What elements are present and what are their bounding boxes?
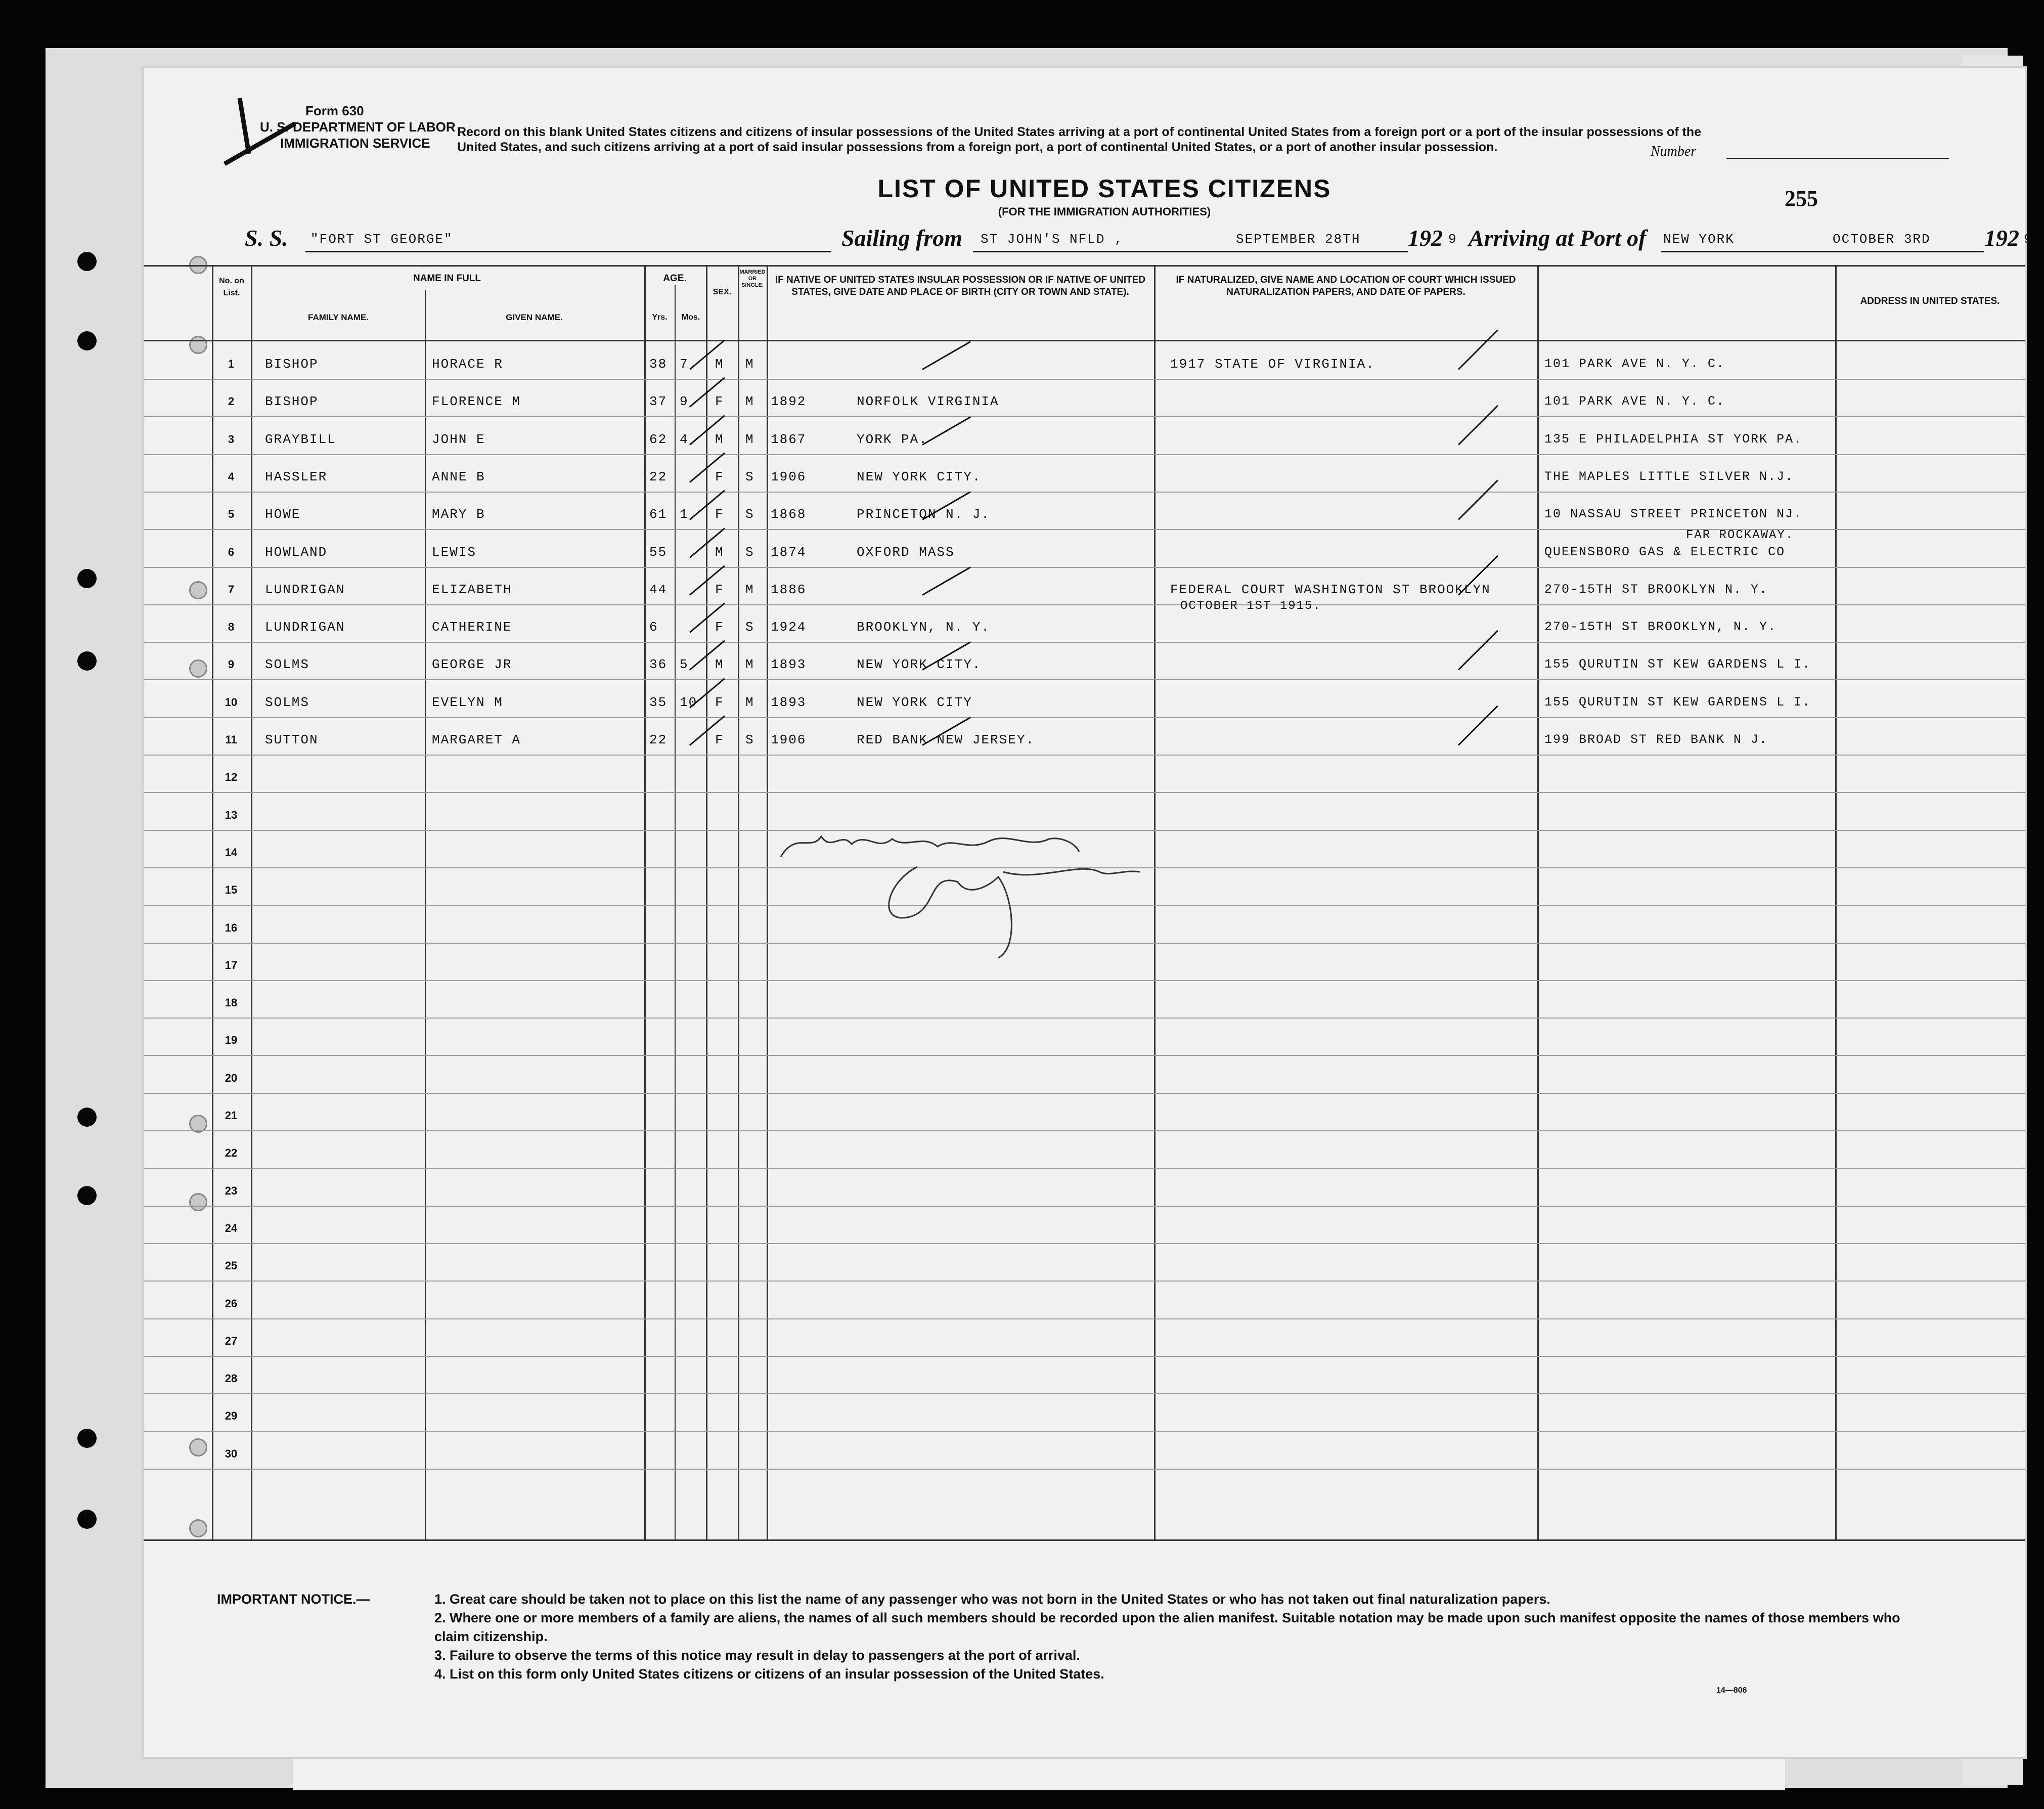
row-number: 4 bbox=[228, 470, 235, 483]
cell-ms: S bbox=[745, 620, 754, 635]
row-number: 17 bbox=[225, 958, 238, 972]
cell-sex: F bbox=[715, 394, 724, 410]
cell-birth-place: OXFORD MASS bbox=[857, 544, 955, 560]
cell-naturalized: FEDERAL COURT WASHINGTON ST BROOKLYN bbox=[1170, 582, 1491, 597]
check-mark-icon bbox=[922, 416, 971, 446]
row-number: 9 bbox=[228, 658, 235, 671]
cell-naturalized: 1917 STATE OF VIRGINIA. bbox=[1170, 357, 1375, 372]
cell-family: SUTTON bbox=[265, 732, 319, 747]
row-number: 18 bbox=[225, 996, 238, 1009]
row-number: 19 bbox=[225, 1034, 238, 1047]
cell-given: MARY B bbox=[432, 507, 485, 522]
cell-yrs: 44 bbox=[649, 582, 668, 597]
arrival-year: 192 bbox=[1984, 225, 2019, 251]
row-number: 25 bbox=[225, 1259, 238, 1272]
ship-name: "FORT ST GEORGE" bbox=[310, 232, 453, 247]
sailing-year: 192 bbox=[1408, 225, 1443, 251]
check-mark-icon bbox=[1458, 630, 1498, 671]
notice-heading: IMPORTANT NOTICE.— bbox=[217, 1592, 370, 1607]
cell-family: LUNDRIGAN bbox=[265, 582, 345, 597]
cell-given: LEWIS bbox=[432, 544, 477, 560]
cell-birth-year: 1886 bbox=[771, 582, 807, 597]
cell-address: THE MAPLES LITTLE SILVER N.J. bbox=[1544, 469, 1794, 484]
row-number: 3 bbox=[228, 432, 235, 446]
cell-sex: F bbox=[715, 620, 724, 635]
form-code: 14—806 bbox=[1716, 1686, 1747, 1695]
row-number: 27 bbox=[225, 1334, 238, 1347]
cell-sex: M bbox=[715, 544, 724, 560]
cell-family: LUNDRIGAN bbox=[265, 620, 345, 635]
cell-family: GRAYBILL bbox=[265, 431, 336, 447]
cell-family: SOLMS bbox=[265, 694, 310, 710]
cell-sex: M bbox=[715, 657, 724, 673]
check-mark-icon bbox=[922, 566, 971, 596]
cell-given: JOHN E bbox=[432, 431, 485, 447]
cell-address: 101 PARK AVE N. Y. C. bbox=[1544, 357, 1725, 371]
arrival-port: NEW YORK bbox=[1663, 232, 1735, 247]
cell-given: ANNE B bbox=[432, 469, 485, 484]
department-name: U. S. DEPARTMENT OF LABOR bbox=[260, 119, 456, 135]
cell-yrs: 55 bbox=[649, 544, 668, 560]
cell-ms: M bbox=[745, 694, 754, 710]
cell-address: 270-15TH ST BROOKLYN N. Y. bbox=[1544, 582, 1768, 597]
binder-hole bbox=[77, 331, 97, 350]
cell-birth-place: BROOKLYN, N. Y. bbox=[857, 620, 991, 635]
sailing-year-digit: 9 bbox=[1448, 232, 1457, 247]
cell-yrs: 62 bbox=[649, 431, 668, 447]
cell-ms: M bbox=[745, 394, 754, 410]
cell-family: BISHOP bbox=[265, 357, 319, 372]
cell-birth-year: 1906 bbox=[771, 469, 807, 484]
cell-mos: 4 bbox=[680, 431, 689, 447]
cell-yrs: 6 bbox=[649, 620, 658, 635]
col-header-married: MARRIED OR SINGLE. bbox=[739, 269, 766, 288]
cell-sex: F bbox=[715, 582, 724, 597]
cell-given: GEORGE JR bbox=[432, 657, 512, 673]
cell-family: SOLMS bbox=[265, 657, 310, 673]
row-number: 28 bbox=[225, 1372, 238, 1385]
cell-birth-place: NEW YORK CITY. bbox=[857, 657, 982, 673]
cell-given: MARGARET A bbox=[432, 732, 521, 747]
cell-family: BISHOP bbox=[265, 394, 319, 410]
cell-birth-year: 1893 bbox=[771, 694, 807, 710]
cell-mos: 7 bbox=[680, 357, 689, 372]
cell-ms: M bbox=[745, 657, 754, 673]
cell-sex: F bbox=[715, 694, 724, 710]
col-header-birth: IF NATIVE OF UNITED STATES INSULAR POSSESSION OR IF NATIVE OF UNITED STATES, GIVE DATE AND PLACE OF BIRTH (CITY OR TOWN AND STATE). bbox=[775, 275, 1146, 297]
cell-mos: 5 bbox=[680, 657, 689, 673]
col-header-naturalized: IF NATURALIZED, GIVE NAME AND LOCATION OF COURT WHICH ISSUED NATURALIZATION PAPERS, AND DATE OF PAPERS. bbox=[1176, 275, 1516, 297]
cell-birth-place: NORFOLK VIRGINIA bbox=[857, 394, 999, 410]
row-number: 11 bbox=[225, 733, 237, 746]
cell-given: EVELYN M bbox=[432, 694, 503, 710]
manifest-page bbox=[142, 66, 2033, 1759]
check-mark-icon bbox=[1458, 480, 1498, 520]
row-number: 23 bbox=[225, 1184, 238, 1197]
cell-address: 101 PARK AVE N. Y. C. bbox=[1544, 394, 1725, 409]
cell-mos: 9 bbox=[680, 394, 689, 410]
cell-mos: 10 bbox=[680, 694, 698, 710]
cell-given: ELIZABETH bbox=[432, 582, 512, 597]
cell-address: 155 QURUTIN ST KEW GARDENS L I. bbox=[1544, 694, 1811, 710]
binder-hole bbox=[77, 252, 97, 271]
row-number: 29 bbox=[225, 1409, 238, 1423]
cell-ms: S bbox=[745, 469, 754, 484]
row-number: 22 bbox=[225, 1146, 238, 1160]
col-header-given: GIVEN NAME. bbox=[506, 313, 563, 322]
row-number: 13 bbox=[225, 808, 238, 821]
record-instructions: Record on this blank United States citizens and citizens of insular possessions of the United States arriving at a port of continental United States from a foreign port or a port of the insular possessions of the United States, and such citizens arriving at a port of said insular possessions from a foreign port, a port of continental United States, or a port of another insular possession. bbox=[457, 125, 1702, 154]
page-subtitle: (FOR THE IMMIGRATION AUTHORITIES) bbox=[998, 205, 1211, 218]
officer-signature bbox=[776, 821, 1231, 973]
cell-birth-year: 1924 bbox=[771, 620, 807, 635]
cell-given: HORACE R bbox=[432, 357, 503, 372]
form-number: Form 630 bbox=[305, 103, 364, 118]
cell-address: 10 NASSAU STREET PRINCETON NJ. bbox=[1544, 507, 1803, 522]
row-number: 14 bbox=[225, 846, 238, 859]
cell-ms: M bbox=[745, 431, 754, 447]
address-line-extra: FAR ROCKAWAY. bbox=[1686, 528, 1794, 542]
cell-ms: M bbox=[745, 357, 754, 372]
cell-birth-place: YORK PA. bbox=[857, 431, 928, 447]
cell-address: QUEENSBORO GAS & ELECTRIC CO bbox=[1544, 544, 1786, 559]
cell-sex: F bbox=[715, 469, 724, 484]
cell-address: 270-15TH ST BROOKLYN, N. Y. bbox=[1544, 620, 1777, 635]
cell-birth-place: NEW YORK CITY bbox=[857, 694, 972, 710]
cell-birth-year: 1867 bbox=[771, 431, 807, 447]
binder-hole bbox=[77, 1429, 97, 1448]
row-number: 10 bbox=[225, 695, 238, 709]
cell-given: FLORENCE M bbox=[432, 394, 521, 410]
row-number: 16 bbox=[225, 921, 238, 934]
cell-mos: 1 bbox=[680, 507, 689, 522]
binder-hole bbox=[77, 1510, 97, 1529]
cell-ms: M bbox=[745, 582, 754, 597]
binder-hole bbox=[77, 1108, 97, 1127]
sailing-date: SEPTEMBER 28TH bbox=[1236, 232, 1361, 247]
cell-yrs: 22 bbox=[649, 469, 668, 484]
row-number: 2 bbox=[228, 395, 235, 408]
col-header-address: ADDRESS IN UNITED STATES. bbox=[1860, 296, 2000, 306]
row-number: 5 bbox=[228, 508, 235, 521]
cell-birth-place: PRINCETON N. J. bbox=[857, 507, 991, 522]
cell-address: 199 BROAD ST RED BANK N J. bbox=[1544, 732, 1768, 747]
row-number: 20 bbox=[225, 1071, 238, 1084]
cell-family: HOWE bbox=[265, 507, 301, 522]
sailing-port: ST JOHN'S NFLD bbox=[981, 232, 1105, 247]
arrival-date: OCTOBER 3RD bbox=[1833, 232, 1931, 247]
binder-hole bbox=[77, 651, 97, 671]
row-number: 8 bbox=[228, 621, 235, 634]
check-mark-icon bbox=[922, 341, 971, 370]
service-name: IMMIGRATION SERVICE bbox=[280, 136, 430, 151]
row-number: 7 bbox=[228, 583, 235, 596]
cell-sex: F bbox=[715, 732, 724, 747]
col-header-name: NAME IN FULL bbox=[413, 273, 481, 284]
sailing-label: Sailing from bbox=[841, 225, 963, 251]
cell-yrs: 38 bbox=[649, 357, 668, 372]
row-number: 12 bbox=[225, 771, 238, 784]
cell-birth-year: 1893 bbox=[771, 657, 807, 673]
cell-birth-year: 1868 bbox=[771, 507, 807, 522]
col-header-family: FAMILY NAME. bbox=[308, 313, 369, 322]
cell-yrs: 37 bbox=[649, 394, 668, 410]
row-number: 30 bbox=[225, 1447, 238, 1460]
cell-sex: F bbox=[715, 507, 724, 522]
cell-birth-place: NEW YORK CITY. bbox=[857, 469, 982, 484]
page-number: 255 bbox=[1785, 186, 1818, 211]
ss-label: S. S. bbox=[245, 225, 288, 251]
naturalized-date: OCTOBER 1ST 1915. bbox=[1180, 599, 1321, 613]
cell-sex: M bbox=[715, 431, 724, 447]
arriving-label: Arriving at Port of bbox=[1469, 225, 1647, 251]
cell-family: HOWLAND bbox=[265, 544, 328, 560]
col-header-age: AGE. bbox=[663, 273, 687, 284]
cell-given: CATHERINE bbox=[432, 620, 512, 635]
row-number: 21 bbox=[225, 1109, 238, 1122]
cell-birth-year: 1906 bbox=[771, 732, 807, 747]
notice-item: 1. Great care should be taken not to place on this list the name of any passenger who was not born in the United States or who has not taken out final naturalization papers. bbox=[434, 1592, 1550, 1607]
binder-hole bbox=[77, 1186, 97, 1205]
cell-address: 155 QURUTIN ST KEW GARDENS L I. bbox=[1544, 657, 1811, 672]
cell-ms: S bbox=[745, 732, 754, 747]
cell-sex: M bbox=[715, 357, 724, 372]
cell-yrs: 35 bbox=[649, 694, 668, 710]
cell-yrs: 22 bbox=[649, 732, 668, 747]
notice-item: 4. List on this form only United States citizens or citizens of an insular possession of the United States. bbox=[434, 1666, 1104, 1682]
row-number: 26 bbox=[225, 1297, 238, 1310]
row-number: 6 bbox=[228, 545, 235, 558]
col-header-sex: SEX. bbox=[713, 288, 732, 296]
page-title: LIST OF UNITED STATES CITIZENS bbox=[877, 174, 1331, 203]
cell-address: 135 E PHILADELPHIA ST YORK PA. bbox=[1544, 431, 1803, 447]
arrival-year-digit: 9 bbox=[2024, 232, 2033, 247]
cell-ms: S bbox=[745, 544, 754, 560]
cell-birth-year: 1892 bbox=[771, 394, 807, 410]
notice-item: 3. Failure to observe the terms of this notice may result in delay to passengers at the port of arrival. bbox=[434, 1648, 1080, 1663]
row-number: 1 bbox=[228, 358, 235, 370]
col-header-mos: Mos. bbox=[681, 313, 700, 322]
cell-ms: S bbox=[745, 507, 754, 522]
number-field[interactable] bbox=[1726, 158, 1949, 159]
notice-item: 2. Where one or more members of a family are aliens, the names of all such members should be recorded upon the alien manifest. Suitable notation may be made upon such manifest opposite the names of those members who claim citizenship. bbox=[434, 1610, 1900, 1644]
number-field-label: Number bbox=[1651, 144, 1697, 159]
row-number: 15 bbox=[225, 884, 238, 897]
col-header-no: No. on List. bbox=[219, 277, 244, 297]
cell-birth-year: 1874 bbox=[771, 544, 807, 560]
cell-family: HASSLER bbox=[265, 469, 328, 484]
col-header-yrs: Yrs. bbox=[652, 313, 668, 322]
cell-birth-place: RED BANK NEW JERSEY. bbox=[857, 732, 1035, 747]
cell-yrs: 61 bbox=[649, 507, 668, 522]
check-mark-icon bbox=[1458, 330, 1498, 370]
cell-yrs: 36 bbox=[649, 657, 668, 673]
check-mark-icon bbox=[1458, 405, 1498, 445]
binder-hole bbox=[77, 569, 97, 588]
row-number: 24 bbox=[225, 1221, 238, 1234]
check-mark-icon bbox=[1458, 705, 1498, 746]
voyage-line: S. S. "FORT ST GEORGE" Sailing from ST JOHN'S NFLD , SEPTEMBER 28TH 192 9 Arriving at Port of NEW YORK OCTOBER 3RD 192 9 bbox=[245, 225, 1944, 255]
